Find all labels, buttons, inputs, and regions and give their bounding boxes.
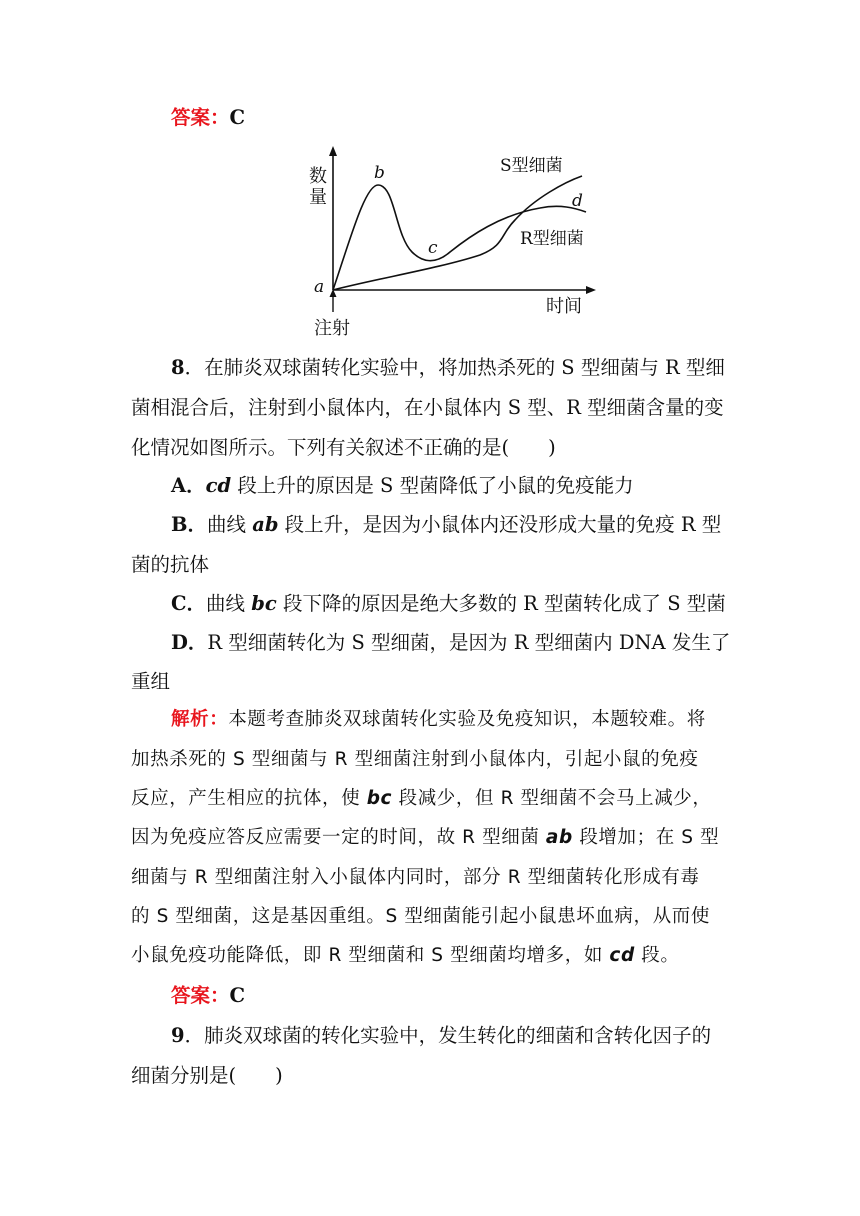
point-d-label: d — [572, 191, 583, 211]
analysis-line-2: 加热杀死的 S 型细菌与 R 型细菌注射到小鼠体内，引起小鼠的免疫 — [131, 749, 699, 770]
y-axis-label-1: 数 — [309, 166, 327, 187]
option-c-text: 段下降的原因是绝大多数的 R 型菌转化成了 S 型菌 — [276, 592, 726, 615]
q8-option-a — [171, 476, 634, 496]
option-b-text: 段上升，是因为小鼠体内还没形成大量的免疫 R 型 — [278, 513, 722, 536]
bacteria-count-graph — [300, 140, 610, 345]
point-c-label: c — [428, 238, 438, 258]
option-d-letter: D． — [171, 631, 208, 654]
answer-value: C — [229, 106, 246, 129]
q9-line-1: 9．肺炎双球菌的转化实验中，发生转化的细菌和含转化因子的 — [171, 1024, 712, 1047]
q8-number: 8 — [171, 356, 185, 379]
option-a-seg: cd — [205, 474, 232, 497]
analysis-line-4 — [131, 829, 719, 848]
q8-stem-1: 在肺炎双球菌转化实验中，将加热杀死的 S 型细菌与 R 型细 — [204, 356, 725, 379]
y-axis-label-2: 量 — [309, 187, 327, 208]
option-a-letter: A． — [171, 474, 206, 497]
s-curve-label: S型细菌 — [500, 156, 563, 176]
q8-option-d-cont: 重组 — [131, 670, 171, 693]
analysis-text-3a: 反应，产生相应的抗体，使 — [131, 788, 367, 809]
option-b-letter: B． — [171, 513, 207, 536]
analysis-seg-bc: bc — [366, 788, 393, 809]
option-b-seg: ab — [252, 513, 279, 536]
analysis-text-1: 本题考查肺炎双球菌转化实验及免疫知识，本题较难。将 — [228, 709, 706, 730]
analysis-text-4a: 因为免疫应答反应需要一定的时间，故 R 型细菌 — [131, 827, 546, 848]
option-c-pre: 曲线 — [206, 592, 252, 615]
point-b-label: b — [374, 163, 385, 183]
analysis-text-3b: 段减少，但 R 型细菌不会马上减少， — [392, 788, 712, 809]
r-curve-label: R型细菌 — [520, 229, 584, 249]
q9-number: 9 — [171, 1024, 185, 1047]
analysis-text-7a: 小鼠免疫功能降低，即 R 型细菌和 S 型细菌均增多，如 — [131, 945, 610, 966]
analysis-line-7 — [131, 947, 680, 966]
x-axis-arrow — [586, 286, 596, 294]
q8-stem-line-3: 化情况如图所示。下列有关叙述不正确的是( ) — [131, 436, 556, 459]
origin-a-label: a — [314, 277, 325, 297]
analysis-text-7b: 段。 — [634, 945, 680, 966]
option-c-seg: bc — [251, 592, 277, 615]
y-axis-arrow — [329, 146, 337, 156]
q8-option-d — [171, 633, 730, 653]
q8-option-b-cont: 菌的抗体 — [131, 553, 210, 576]
q9-text-1: 肺炎双球菌的转化实验中，发生转化的细菌和含转化因子的 — [204, 1024, 712, 1047]
answer8-label: 答案： — [171, 984, 230, 1007]
answer-line-8 — [171, 986, 245, 1006]
option-d-text: R 型细菌转化为 S 型细菌，是因为 R 型细菌内 DNA 发生了 — [207, 631, 731, 654]
option-b-pre: 曲线 — [206, 513, 253, 536]
answer-label: 答案： — [171, 106, 230, 129]
analysis-label: 解析： — [171, 709, 229, 730]
q9-line-2: 细菌分别是( ) — [131, 1064, 283, 1087]
option-a-text: 段上升的原因是 S 型菌降低了小鼠的免疫能力 — [231, 474, 634, 497]
analysis-seg-cd: cd — [609, 945, 635, 966]
q8-stem-line-2: 菌相混合后，注射到小鼠体内，在小鼠体内 S 型、R 型细菌含量的变 — [131, 396, 724, 419]
answer-line-top — [171, 108, 245, 128]
analysis-line-3 — [131, 790, 712, 809]
q8-stem-line-1: 8．在肺炎双球菌转化实验中，将加热杀死的 S 型细菌与 R 型细 — [171, 356, 725, 379]
analysis-line-1 — [171, 711, 706, 730]
q8-option-b — [171, 515, 721, 535]
option-c-letter: C． — [171, 592, 207, 615]
inject-label: 注射 — [314, 318, 350, 339]
q8-option-c — [171, 594, 726, 614]
answer8-value: C — [229, 984, 246, 1007]
analysis-line-6: 的 S 型细菌，这是基因重组。S 型细菌能引起小鼠患坏血病，从而使 — [131, 906, 710, 927]
analysis-line-5: 细菌与 R 型细菌注射入小鼠体内同时，部分 R 型细菌转化形成有毒 — [131, 867, 700, 888]
analysis-seg-ab: ab — [545, 827, 573, 848]
x-axis-label: 时间 — [546, 296, 582, 317]
analysis-text-4b: 段增加；在 S 型 — [572, 827, 720, 848]
